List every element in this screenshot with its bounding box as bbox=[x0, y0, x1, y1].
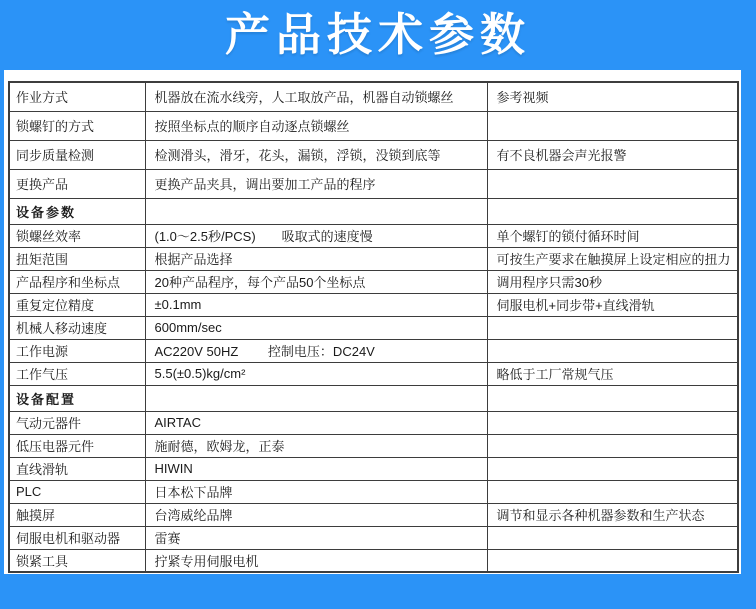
spec-row bbox=[9, 140, 738, 169]
spec-note-cell: 调用程序只需30秒 bbox=[487, 270, 738, 293]
spec-value-cell: 日本松下品牌 bbox=[145, 480, 487, 503]
spec-note-cell bbox=[487, 111, 738, 140]
spec-label-cell: 锁螺钉的方式 bbox=[9, 111, 145, 140]
spec-row bbox=[9, 247, 738, 270]
spec-note-cell: 参考视频 bbox=[487, 82, 738, 111]
section-header-row bbox=[9, 385, 738, 411]
spec-note-cell: 单个螺钉的锁付循环时间 bbox=[487, 224, 738, 247]
title-banner bbox=[0, 0, 756, 70]
spec-value-cell: 20种产品程序，每个产品50个坐标点 bbox=[145, 270, 487, 293]
section-title-label: 设备参数 bbox=[9, 198, 145, 224]
spec-row bbox=[9, 169, 738, 198]
spec-label-cell: 机械人移动速度 bbox=[9, 316, 145, 339]
spec-note-cell bbox=[487, 411, 738, 434]
spec-note-cell: 有不良机器会声光报警 bbox=[487, 140, 738, 169]
spec-label-cell: 锁螺丝效率 bbox=[9, 224, 145, 247]
spec-table-panel bbox=[4, 70, 741, 574]
spec-row bbox=[9, 339, 738, 362]
spec-value-cell: 5.5(±0.5)kg/cm² bbox=[145, 362, 487, 385]
spec-note-cell: 伺服电机+同步带+直线滑轨 bbox=[487, 293, 738, 316]
spec-value-cell: 按照坐标点的顺序自动逐点锁螺丝 bbox=[145, 111, 487, 140]
spec-value-cell: 更换产品夹具，调出要加工产品的程序 bbox=[145, 169, 487, 198]
spec-value-cell: 施耐德，欧姆龙，正泰 bbox=[145, 434, 487, 457]
spec-label-cell: 低压电器元件 bbox=[9, 434, 145, 457]
spec-note-cell: 略低于工厂常规气压 bbox=[487, 362, 738, 385]
spec-note-cell: 调节和显示各种机器参数和生产状态 bbox=[487, 503, 738, 526]
spec-label-cell: 工作气压 bbox=[9, 362, 145, 385]
spec-value-cell: 台湾威纶品牌 bbox=[145, 503, 487, 526]
spec-value-cell: AC220V 50HZ 控制电压：DC24V bbox=[145, 339, 487, 362]
spec-value-cell: 根据产品选择 bbox=[145, 247, 487, 270]
spec-table bbox=[8, 81, 739, 573]
spec-note-cell bbox=[487, 480, 738, 503]
spec-label-cell: 伺服电机和驱动器 bbox=[9, 526, 145, 549]
spec-value-cell: 600mm/sec bbox=[145, 316, 487, 339]
spec-row bbox=[9, 82, 738, 111]
spec-row bbox=[9, 362, 738, 385]
spec-label-cell: 重复定位精度 bbox=[9, 293, 145, 316]
spec-label-cell: 产品程序和坐标点 bbox=[9, 270, 145, 293]
section-empty-note bbox=[487, 385, 738, 411]
spec-label-cell: 工作电源 bbox=[9, 339, 145, 362]
spec-row bbox=[9, 293, 738, 316]
spec-note-cell bbox=[487, 526, 738, 549]
spec-row bbox=[9, 111, 738, 140]
spec-value-cell: 机器放在流水线旁，人工取放产品，机器自动锁螺丝 bbox=[145, 82, 487, 111]
spec-value-cell: 雷赛 bbox=[145, 526, 487, 549]
spec-label-cell: 直线滑轨 bbox=[9, 457, 145, 480]
section-header-row bbox=[9, 198, 738, 224]
spec-row bbox=[9, 503, 738, 526]
spec-value-cell: 拧紧专用伺服电机 bbox=[145, 549, 487, 572]
spec-note-cell bbox=[487, 434, 738, 457]
spec-value-cell: 检测滑头，滑牙，花头，漏锁，浮锁，没锁到底等 bbox=[145, 140, 487, 169]
spec-row bbox=[9, 480, 738, 503]
spec-note-cell bbox=[487, 549, 738, 572]
section-empty-value bbox=[145, 385, 487, 411]
spec-row bbox=[9, 411, 738, 434]
page-title: 产品技术参数 bbox=[224, 9, 531, 60]
section-empty-value bbox=[145, 198, 487, 224]
spec-label-cell: 更换产品 bbox=[9, 169, 145, 198]
spec-table-body bbox=[9, 82, 738, 572]
spec-label-cell: 同步质量检测 bbox=[9, 140, 145, 169]
spec-label-cell: 扭矩范围 bbox=[9, 247, 145, 270]
spec-note-cell: 可按生产要求在触摸屏上设定相应的扭力 bbox=[487, 247, 738, 270]
spec-row bbox=[9, 316, 738, 339]
spec-value-cell: ±0.1mm bbox=[145, 293, 487, 316]
spec-row bbox=[9, 270, 738, 293]
spec-label-cell: 触摸屏 bbox=[9, 503, 145, 526]
spec-label-cell: 锁紧工具 bbox=[9, 549, 145, 572]
spec-value-cell: (1.0～2.5秒/PCS) 吸取式的速度慢 bbox=[145, 224, 487, 247]
spec-value-cell: HIWIN bbox=[145, 457, 487, 480]
spec-label-cell: 作业方式 bbox=[9, 82, 145, 111]
spec-note-cell bbox=[487, 339, 738, 362]
spec-value-cell: AIRTAC bbox=[145, 411, 487, 434]
spec-label-cell: PLC bbox=[9, 480, 145, 503]
section-title-label: 设备配置 bbox=[9, 385, 145, 411]
spec-row bbox=[9, 457, 738, 480]
spec-row bbox=[9, 434, 738, 457]
section-empty-note bbox=[487, 198, 738, 224]
spec-row bbox=[9, 224, 738, 247]
spec-row bbox=[9, 526, 738, 549]
spec-label-cell: 气动元器件 bbox=[9, 411, 145, 434]
spec-row bbox=[9, 549, 738, 572]
spec-note-cell bbox=[487, 316, 738, 339]
spec-note-cell bbox=[487, 457, 738, 480]
spec-note-cell bbox=[487, 169, 738, 198]
